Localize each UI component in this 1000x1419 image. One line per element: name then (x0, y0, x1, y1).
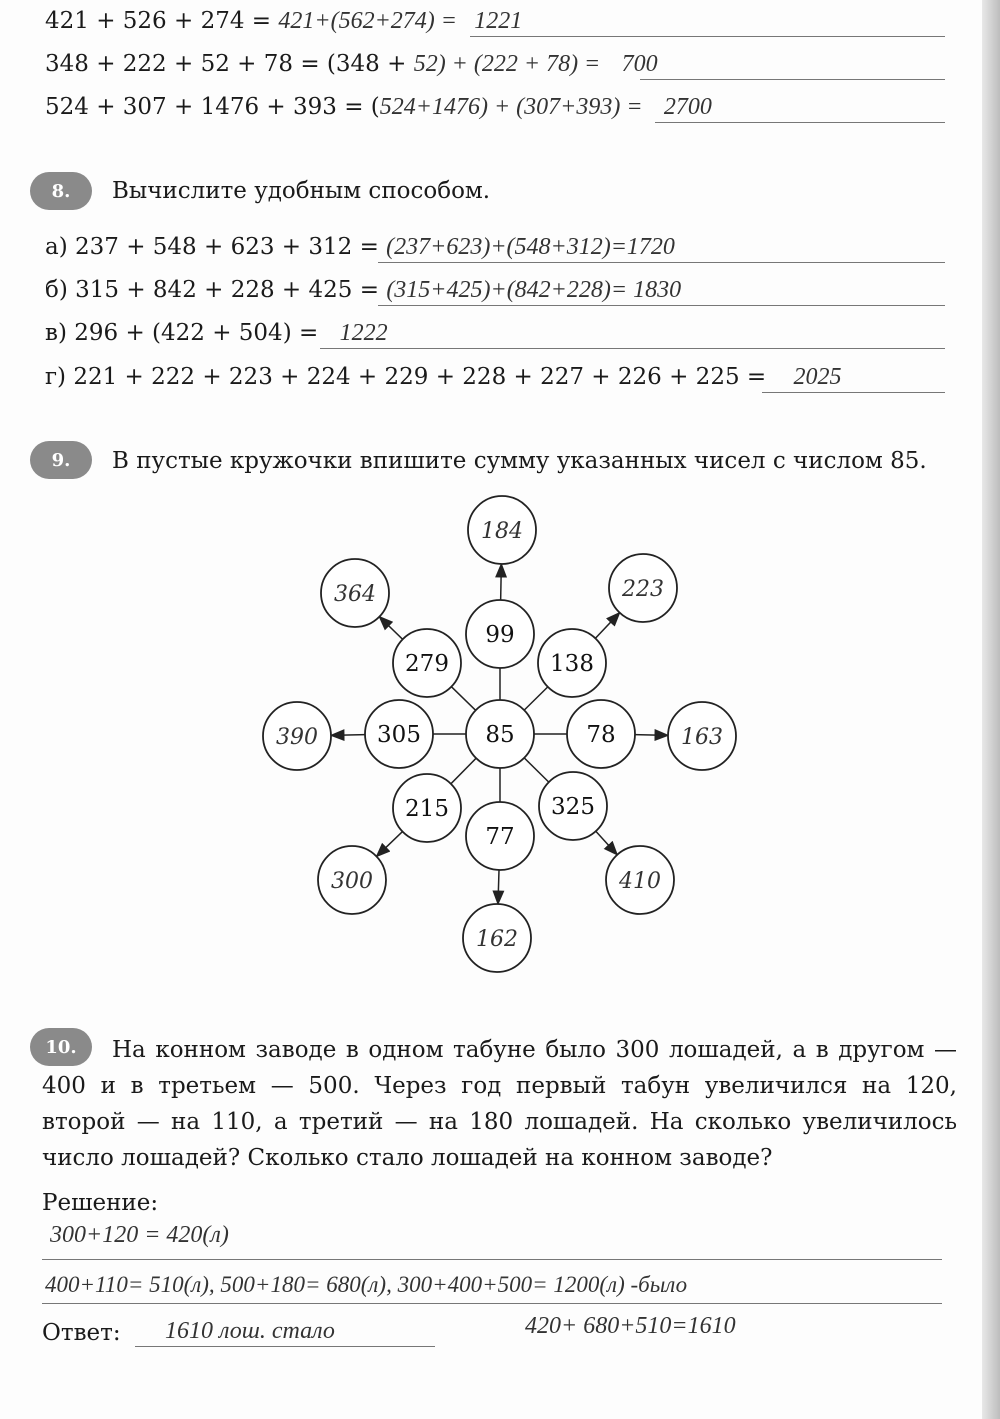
task-9-title: В пустые кружочки впишите сумму указанных чисел с числом 85. (112, 448, 927, 474)
answer-rule (135, 1346, 435, 1347)
handwritten-answer: 2700 (663, 94, 712, 120)
expr: б) 315 + 842 + 228 + 425 = (45, 277, 379, 303)
inner-number-label: 325 (551, 794, 595, 820)
inner-number-label: 138 (550, 651, 594, 677)
inner-number-label: 279 (405, 651, 449, 677)
connector-line (451, 687, 475, 711)
expr: 348 + 222 + 52 + 78 = (348 + (45, 51, 414, 77)
answer-value: 1610 лош. стало (165, 1318, 335, 1344)
arrow (596, 831, 617, 855)
outer-sum-label: 300 (331, 869, 373, 894)
task-8-badge: 8. (30, 172, 92, 210)
outer-sum-label: 390 (276, 725, 318, 750)
handwritten-answer: (315+425)+(842+228)= 1830 (386, 277, 682, 303)
arrow (379, 617, 402, 640)
arrow (377, 832, 403, 857)
outer-sum-label: 162 (476, 927, 518, 952)
expr: 524 + 307 + 1476 + 393 = ( (45, 94, 380, 120)
handwritten-answer: 700 (621, 51, 658, 77)
handwritten-answer: 1221 (474, 8, 523, 34)
center-number-label: 85 (485, 722, 515, 748)
arrow (331, 735, 365, 736)
outer-sum-label: 364 (334, 582, 376, 607)
solution-rule (42, 1259, 942, 1260)
expr: в) 296 + (422 + 504) = (45, 320, 319, 346)
expr: г) 221 + 222 + 223 + 224 + 229 + 228 + 227 + 226 + 225 = (45, 364, 767, 390)
inner-number-label: 305 (377, 722, 421, 748)
handwritten-work: 52) + (222 + 78) = (413, 51, 601, 77)
task-10-text: На конном заводе в одном табуне было 300 лошадей, а в другом — 400 и в третьем — 500. Через год первый табун увеличился на 120, второй — на 110, а третий — на 180 лошадей. На сколько увеличилось число лошадей? Сколько стало лошадей на конном заводе? (42, 1037, 957, 1171)
expr: 421 + 526 + 274 = (45, 8, 279, 34)
handwritten-work: 421+(562+274) = (278, 8, 457, 34)
task-8-title: Вычислите удобным способом. (112, 178, 491, 204)
outer-sum-label: 163 (681, 725, 723, 750)
handwritten-answer: 2025 (793, 364, 842, 390)
handwritten-answer: 1222 (339, 320, 388, 346)
handwritten-work: 524+1476) + (307+393) = (379, 94, 643, 120)
outer-sum-label: 410 (619, 869, 661, 894)
task-10-badge: 10. (30, 1028, 92, 1066)
expr: а) 237 + 548 + 623 + 312 = (45, 234, 379, 260)
solution-line-3: 420+ 680+510=1610 (525, 1313, 736, 1339)
arrow (635, 735, 668, 736)
task-9-badge: 9. (30, 441, 92, 479)
solution-rule (42, 1303, 942, 1304)
inner-number-label: 99 (485, 622, 515, 648)
handwritten-answer: (237+623)+(548+312)=1720 (386, 234, 675, 260)
connector-line (524, 758, 549, 782)
answer-label: Ответ: (42, 1320, 121, 1346)
inner-number-label: 78 (586, 722, 616, 748)
outer-sum-label: 223 (622, 577, 664, 602)
arrow (501, 564, 502, 600)
connector-line (451, 758, 476, 784)
arrow (498, 870, 499, 904)
inner-number-label: 215 (405, 796, 449, 822)
connector-line (524, 687, 548, 710)
solution-label: Решение: (42, 1190, 159, 1216)
solution-line-1: 300+120 = 420(л) (50, 1222, 229, 1248)
inner-number-label: 77 (485, 824, 515, 850)
arrow (595, 613, 619, 639)
solution-line-2: 400+110= 510(л), 500+180= 680(л), 300+400+500= 1200(л) -было (45, 1272, 688, 1297)
outer-sum-label: 184 (481, 519, 523, 544)
